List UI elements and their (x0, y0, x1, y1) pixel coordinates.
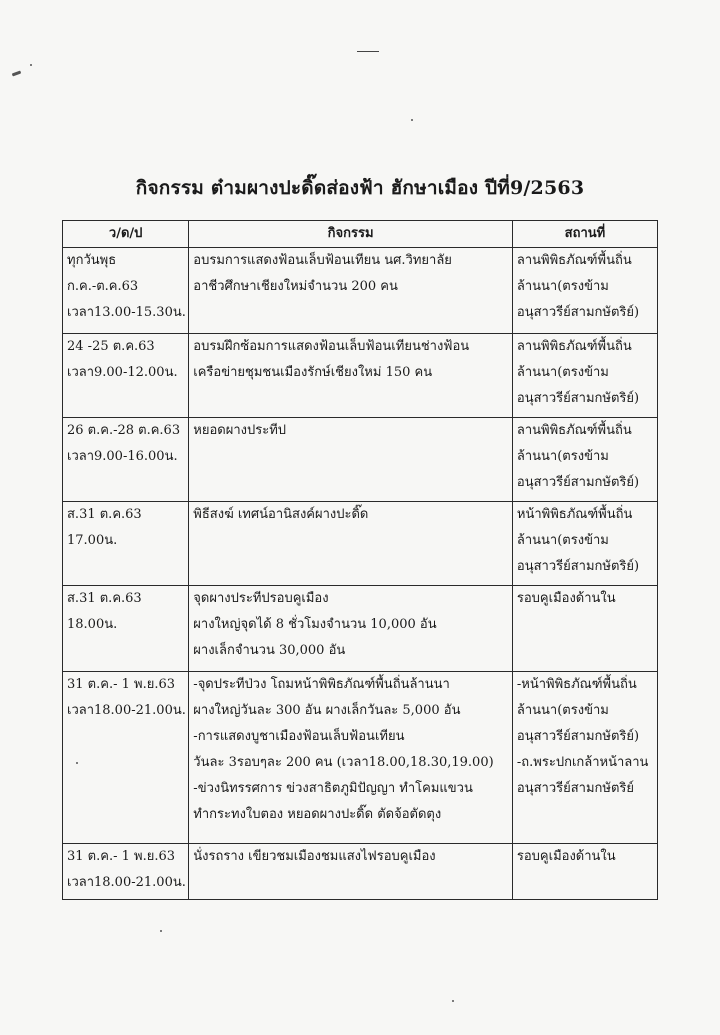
date-line: ทุกวันพุธ (67, 253, 117, 268)
table-row (63, 418, 658, 502)
date-line: 17.00น. (67, 533, 118, 548)
activity-line: เครือข่ายชุมชนเมืองรักษ์เชียงใหม่ 150 คน (193, 365, 433, 380)
place-line: รอบคูเมืองด้านใน (516, 849, 616, 864)
activity-line: วันละ 3รอบๆละ 200 คน (เวลา18.00,18.30,19.00) (193, 755, 494, 770)
activity-line: อบรมการแสดงฟ้อนเล็บฟ้อนเทียน นศ.วิทยาลัย (193, 253, 452, 268)
place-line: อนุสาวรีย์สามกษัตริย์) (516, 729, 640, 744)
scan-speck (160, 930, 162, 932)
table-header-row (63, 221, 658, 248)
place-line: รอบคูเมืองด้านใน (516, 591, 616, 606)
place-line: อนุสาวรีย์สามกษัตริย์ (516, 781, 635, 796)
place-line: หน้าพิพิธภัณฑ์พื้นถิ่น (516, 507, 633, 522)
place-line: ลานพิพิธภัณฑ์พื้นถิ่น (516, 339, 632, 354)
activity-line: -การแสดงบูชาเมืองฟ้อนเล็บฟ้อนเทียน (193, 729, 405, 744)
activity-line: -ข่วงนิทรรศการ ข่วงสาธิตภูมิปัญญา ทำโคมแขวน (193, 781, 473, 796)
date-line: เวลา18.00-21.00น. (67, 875, 186, 890)
date-line: เวลา13.00-15.30น. (67, 305, 186, 320)
table-row (63, 334, 658, 418)
place-line: อนุสาวรีย์สามกษัตริย์) (516, 559, 640, 574)
date-cell (63, 844, 189, 900)
activity-cell (189, 672, 513, 844)
activity-line: ผางใหญ่จุดได้ 8 ชั่วโมงจำนวน 10,000 อัน (193, 617, 437, 632)
place-cell (512, 586, 657, 672)
place-line: อนุสาวรีย์สามกษัตริย์) (516, 475, 640, 490)
activity-line: อบรมฝึกซ้อมการแสดงฟ้อนเล็บฟ้อนเทียนช่างฟ้อน (193, 339, 470, 354)
date-cell (63, 502, 189, 586)
table-row (63, 248, 658, 334)
activity-line: นั่งรถราง เขียวชมเมืองชมแสงไฟรอบคูเมือง (193, 849, 436, 864)
date-cell (63, 418, 189, 502)
date-line: 26 ต.ค.-28 ต.ค.63 (67, 423, 181, 438)
activity-line: ผางใหญ่วันละ 300 อัน ผางเล็กวันละ 5,000 อัน (193, 703, 461, 718)
date-line: 31 ต.ค.- 1 พ.ย.63 (67, 677, 175, 692)
table-row (63, 586, 658, 672)
place-cell (512, 248, 657, 334)
header-place: สถานที่ (512, 221, 657, 248)
place-cell (512, 334, 657, 418)
place-cell (512, 672, 657, 844)
header-date: ว/ด/ป (63, 221, 189, 248)
place-line: ล้านนา(ตรงข้าม (516, 365, 609, 380)
table-row (63, 502, 658, 586)
activity-line: -จุดประทีป่วง โถมหน้าพิพิธภัณฑ์พื้นถิ่นล้านนา (193, 677, 450, 692)
activity-line: ผางเล็กจำนวน 30,000 อัน (193, 643, 346, 658)
activity-line: อาชีวศึกษาเชียงใหม่จำนวน 200 คน (193, 279, 398, 294)
activity-cell (189, 334, 513, 418)
activity-line: พิธีสงฆ์ เทศน์อานิสงค์ผางปะดิ๊ด (193, 507, 369, 522)
scan-speck (411, 119, 413, 121)
place-line: อนุสาวรีย์สามกษัตริย์) (516, 305, 640, 320)
date-line: เวลา9.00-12.00น. (67, 365, 178, 380)
date-line: ส.31 ต.ค.63 (67, 507, 142, 522)
activity-cell (189, 502, 513, 586)
place-line: -หน้าพิพิธภัณฑ์พื้นถิ่น (516, 677, 637, 692)
date-line: เวลา18.00-21.00น. (67, 703, 186, 718)
place-line: ลานพิพิธภัณฑ์พื้นถิ่น (516, 253, 632, 268)
document-title: กิจกรรม ต๋ามผางปะดิ๊ดส่องฟ้า ฮักษาเมือง ปีที่9/2563 (135, 177, 585, 199)
place-line: ล้านนา(ตรงข้าม (516, 449, 609, 464)
date-line: ส.31 ต.ค.63 (67, 591, 142, 606)
scan-speck (30, 64, 32, 66)
activity-line: ทำกระทงใบตอง หยอดผางปะดิ๊ด ตัดจ้อตัดตุง (193, 807, 442, 822)
activity-cell (189, 586, 513, 672)
activity-cell (189, 418, 513, 502)
activity-cell (189, 844, 513, 900)
activity-line: หยอดผางประทีป (193, 423, 287, 438)
schedule-table (62, 220, 658, 900)
activity-line: จุดผางประทีปรอบคูเมือง (193, 591, 329, 606)
place-line: อนุสาวรีย์สามกษัตริย์) (516, 391, 640, 406)
date-cell (63, 334, 189, 418)
table-row (63, 844, 658, 900)
activity-cell (189, 248, 513, 334)
place-cell (512, 502, 657, 586)
place-line: ล้านนา(ตรงข้าม (516, 279, 609, 294)
place-cell (512, 418, 657, 502)
date-line: ก.ค.-ต.ค.63 (67, 279, 139, 294)
place-cell (512, 844, 657, 900)
place-line: ลานพิพิธภัณฑ์พื้นถิ่น (516, 423, 632, 438)
date-line: 31 ต.ค.- 1 พ.ย.63 (67, 849, 175, 864)
scan-mark-line (357, 51, 379, 52)
date-cell (63, 672, 189, 844)
date-line: 24 -25 ต.ค.63 (67, 339, 155, 354)
table-row (63, 672, 658, 844)
scan-speck (452, 1000, 454, 1002)
place-line: -ถ.พระปกเกล้าหน้าลาน (516, 755, 649, 770)
place-line: ล้านนา(ตรงข้าม (516, 703, 609, 718)
date-cell (63, 586, 189, 672)
date-line: เวลา9.00-16.00น. (67, 449, 178, 464)
header-activity: กิจกรรม (189, 221, 513, 248)
scan-speck (12, 71, 21, 77)
place-line: ล้านนา(ตรงข้าม (516, 533, 609, 548)
date-cell (63, 248, 189, 334)
date-line: 18.00น. (67, 617, 118, 632)
